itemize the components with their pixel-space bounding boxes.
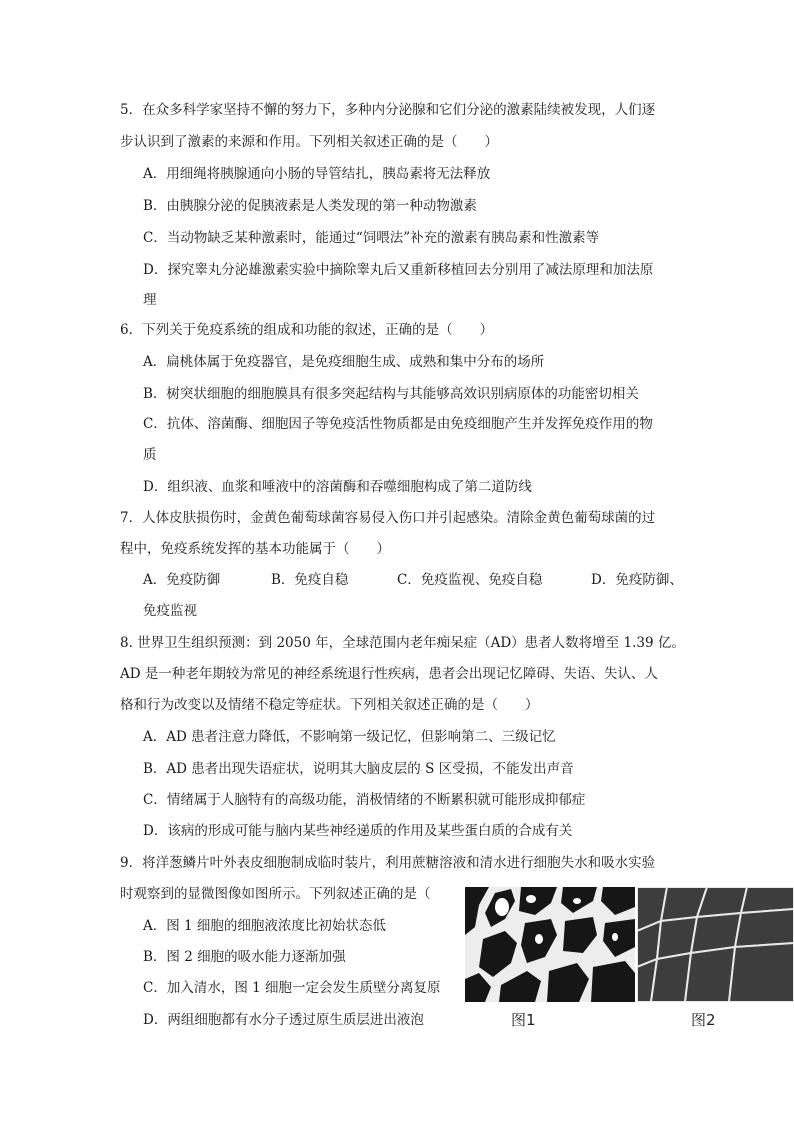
q5-stem-line2: 步认识到了激素的来源和作用。下列相关叙述正确的是（ ） [120,134,498,150]
q5-option-a: A．用细绳将胰腺通向小肠的导管结扎，胰岛素将无法释放 [143,166,491,182]
q7-option-b: B．免疫自稳 [271,572,349,588]
q7-stem-line2: 程中，免疫系统发挥的基本功能属于（ ） [120,541,390,557]
q6-option-c: C．抗体、溶菌酶、细胞因子等免疫活性物质都是由免疫细胞产生并发挥免疫作用的物 [143,416,653,432]
q8-stem-line3: 格和行为改变以及情绪不稳定等症状。下列相关叙述正确的是（ ） [120,697,539,713]
q6-option-c-cont: 质 [143,447,157,463]
q5-option-c: C．当动物缺乏某种激素时，能通过“饲喂法”补充的激素有胰岛素和性激素等 [143,230,600,246]
q7-option-c: C．免疫监视、免疫自稳 [397,572,543,588]
q8-option-a: A．AD 患者注意力降低，不影响第一级记忆，但影响第二、三级记忆 [143,729,556,745]
q9-option-b: B．图 2 细胞的吸水能力逐渐加强 [143,949,346,965]
q5-option-b: B．由胰腺分泌的促胰液素是人类发现的第一种动物激素 [143,198,477,214]
q8-stem-line1: 8. 世界卫生组织预测：到 2050 年，全球范围内老年痴呆症（AD）患者人数将增至 1.39 亿。 [120,635,685,651]
q9-option-d: D．两组细胞都有水分子透过原生质层进出液泡 [143,1012,424,1028]
q8-stem-line2: AD 是一种老年期较为常见的神经系统退行性疾病，患者会出现记忆障碍、失语、失认、人 [120,666,658,682]
q6-option-d: D．组织液、血浆和唾液中的溶菌酶和吞噬细胞构成了第二道防线 [143,479,532,495]
q5-stem-line1: 5．在众多科学家坚持不懈的努力下，多种内分泌腺和它们分泌的激素陆续被发现，人们逐 [120,102,656,118]
q7-options-row [143,570,703,590]
q6-option-a: A．扁桃体属于免疫器官，是免疫细胞生成、成熟和集中分布的场所 [143,354,545,370]
q9-stem-line2: 时观察到的显微图像如图所示。下列叙述正确的是（ [120,886,431,902]
q9-option-c: C．加入清水，图 1 细胞一定会发生质壁分离复原 [143,980,441,996]
q9-option-a: A．图 1 细胞的细胞液浓度比初始状态低 [143,918,386,934]
q9-stem-line1: 9．将洋葱鳞片叶外表皮细胞制成临时装片，利用蔗糖溶液和清水进行细胞失水和吸水实验 [120,855,656,871]
q8-option-d: D．该病的形成可能与脑内某些神经递质的作用及某些蛋白质的合成有关 [143,823,573,839]
q7-option-d-cont: 免疫监视 [143,603,197,619]
q5-option-d: D．探究睾丸分泌雄激素实验中摘除睾丸后又重新移植回去分别用了减法原理和加法原 [143,262,654,278]
figure-1-micrograph [465,887,635,1002]
q7-stem-line1: 7．人体皮肤损伤时，金黄色葡萄球菌容易侵入伤口并引起感染。清除金黄色葡萄球菌的过 [120,510,656,526]
figure-2-caption: 图2 [691,1011,716,1029]
q7-option-a: A．免疫防御 [143,572,221,588]
figure-1-caption: 图1 [511,1011,536,1029]
figure-2-micrograph [637,887,794,1002]
q8-option-c: C．情绪属于人脑特有的高级功能，消极情绪的不断累积就可能形成抑郁症 [143,792,586,808]
q7-option-d: D．免疫防御、 [591,572,683,588]
q6-stem: 6．下列关于免疫系统的组成和功能的叙述，正确的是（ ） [120,322,494,338]
q6-option-b: B．树突状细胞的细胞膜具有很多突起结构与其能够高效识别病原体的功能密切相关 [143,386,639,402]
q8-option-b: B．AD 患者出现失语症状，说明其大脑皮层的 S 区受损，不能发出声音 [143,761,574,777]
q5-option-d-cont: 理 [143,292,157,308]
